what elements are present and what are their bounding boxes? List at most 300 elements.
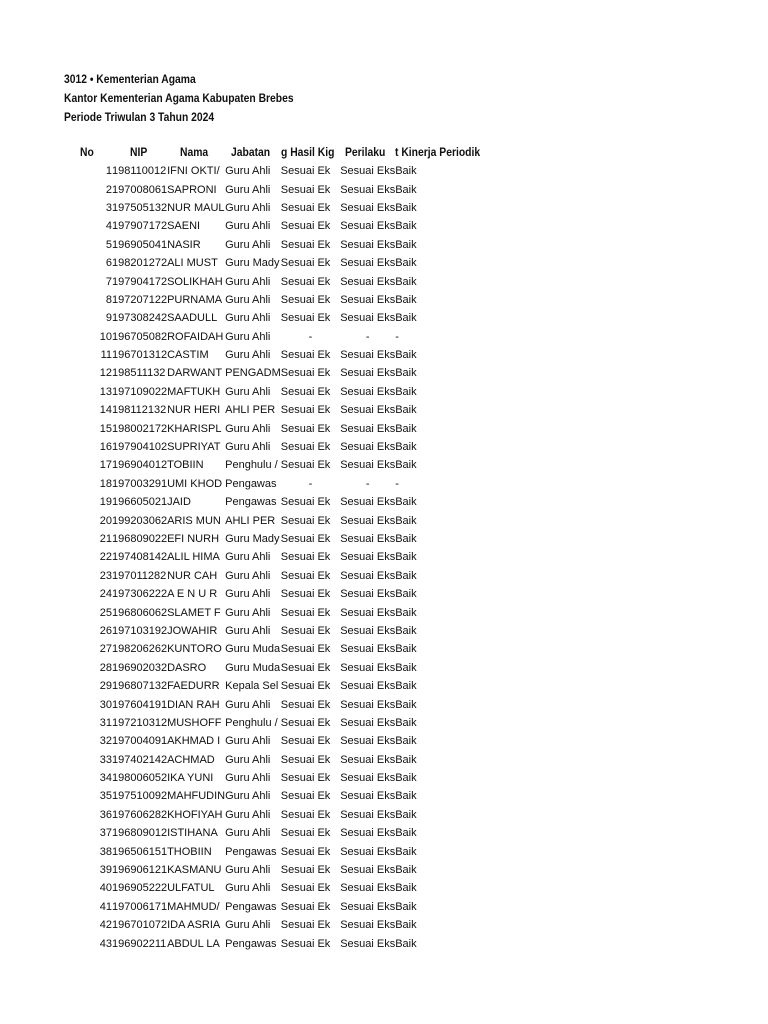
cell-nip: 196906121: [112, 864, 168, 877]
cell-predikat: -: [395, 330, 399, 343]
cell-hasil-kerja: Sesuai Ek: [280, 864, 331, 877]
cell-nama: MAHMUD/: [167, 900, 220, 913]
table-row: [64, 346, 495, 364]
cell-perilaku: Sesuai Eks: [340, 514, 396, 527]
cell-perilaku: Sesuai Eks: [340, 367, 396, 380]
cell-hasil-kerja: Sesuai Ek: [280, 220, 331, 233]
cell-nip: 198206262: [112, 643, 168, 656]
cell-jabatan: Guru Muda: [225, 643, 281, 656]
cell-jabatan: Guru Ahli: [225, 606, 271, 619]
cell-jabatan: Guru Ahli: [225, 753, 271, 766]
col-header-hasil-kerja: g Hasil Kig: [280, 147, 335, 159]
cell-nama: ARIS MUN: [167, 514, 221, 527]
cell-hasil-kerja: Sesuai Ek: [280, 661, 331, 674]
cell-nama: SUPRIYAT: [167, 441, 221, 454]
cell-no: 15: [99, 422, 112, 435]
cell-nip: 197907172: [112, 220, 168, 233]
cell-nip: 197003291: [112, 477, 168, 490]
cell-nama: DASRO: [167, 661, 207, 674]
cell-nama: AKHMAD I: [167, 735, 221, 748]
cell-jabatan: Guru Ahli: [225, 238, 271, 251]
cell-nama: JOWAHIR: [167, 624, 218, 637]
table-row: [64, 493, 495, 511]
cell-hasil-kerja: Sesuai Ek: [280, 441, 331, 454]
cell-nip: 198201272: [112, 257, 168, 270]
cell-hasil-kerja: Sesuai Ek: [280, 753, 331, 766]
cell-perilaku: -: [365, 477, 370, 490]
cell-no: 43: [99, 937, 112, 950]
table-body: [64, 162, 495, 953]
cell-perilaku: Sesuai Eks: [340, 753, 396, 766]
cell-no: 29: [99, 680, 112, 693]
cell-no: 23: [99, 569, 112, 582]
cell-jabatan: AHLI PER: [225, 514, 276, 527]
cell-nip: 198511132: [112, 367, 166, 380]
cell-predikat: Baik: [395, 293, 417, 306]
cell-nama: NASIR: [167, 238, 201, 251]
cell-no: 5: [105, 238, 112, 251]
col-header-predikat: t Kinerja Periodik: [395, 147, 481, 159]
cell-hasil-kerja: -: [308, 330, 313, 343]
cell-nama: SAADULL: [167, 312, 218, 325]
cell-jabatan: Guru Ahli: [225, 349, 271, 362]
cell-jabatan: Guru Ahli: [225, 330, 271, 343]
cell-nip: 196905222: [112, 882, 168, 895]
cell-nama: A E N U R: [167, 588, 218, 601]
performance-table: [64, 145, 495, 953]
cell-no: 17: [99, 459, 112, 472]
cell-no: 25: [99, 606, 112, 619]
cell-nama: IDA ASRIA: [167, 919, 221, 932]
table-row: [64, 824, 495, 842]
cell-perilaku: Sesuai Eks: [340, 238, 396, 251]
cell-nip: 197306222: [112, 588, 168, 601]
cell-predikat: Baik: [395, 882, 417, 895]
cell-nip: 197308242: [112, 312, 168, 325]
cell-predikat: Baik: [395, 201, 417, 214]
cell-nip: 196506151: [112, 845, 168, 858]
cell-nip: 197103192: [112, 624, 168, 637]
cell-nip: 198110012: [112, 165, 167, 178]
cell-nip: 196902211: [112, 937, 167, 950]
table-row: [64, 842, 495, 860]
cell-perilaku: Sesuai Eks: [340, 790, 396, 803]
cell-nama: SLAMET F: [167, 606, 221, 619]
cell-nip: 198002172: [112, 422, 168, 435]
cell-jabatan: Guru Ahli: [225, 422, 271, 435]
table-row: [64, 861, 495, 879]
cell-jabatan: Guru Ahli: [225, 165, 271, 178]
cell-perilaku: Sesuai Eks: [340, 165, 396, 178]
cell-perilaku: Sesuai Eks: [340, 312, 396, 325]
cell-nama: KUNTORO: [167, 643, 222, 656]
cell-nama: ACHMAD: [167, 753, 215, 766]
cell-predikat: Baik: [395, 312, 417, 325]
cell-perilaku: Sesuai Eks: [340, 716, 396, 729]
cell-nip: 197505132: [112, 201, 168, 214]
cell-no: 36: [99, 808, 112, 821]
cell-perilaku: Sesuai Eks: [340, 606, 396, 619]
cell-predikat: Baik: [395, 643, 417, 656]
col-header-nip: NIP: [129, 147, 148, 159]
cell-jabatan: Guru Ahli: [225, 735, 271, 748]
cell-hasil-kerja: Sesuai Ek: [280, 183, 331, 196]
cell-jabatan: Guru Ahli: [225, 201, 271, 214]
table-row: [64, 199, 495, 217]
cell-perilaku: Sesuai Eks: [340, 533, 396, 545]
cell-jabatan: Pengawas: [225, 937, 277, 950]
cell-perilaku: Sesuai Eks: [340, 624, 396, 637]
table-row: [64, 236, 495, 254]
cell-no: 27: [99, 643, 112, 656]
cell-nama: THOBIIN: [167, 845, 212, 858]
cell-predikat: Baik: [395, 165, 417, 178]
col-header-perilaku: Perilaku: [345, 147, 386, 159]
cell-perilaku: Sesuai Eks: [340, 349, 396, 362]
cell-predikat: Baik: [395, 698, 417, 711]
cell-predikat: Baik: [395, 459, 417, 472]
table-row: [64, 162, 495, 180]
cell-perilaku: Sesuai Eks: [340, 919, 396, 932]
table-row: [64, 898, 495, 916]
cell-predikat: Baik: [395, 735, 417, 748]
cell-nama: ISTIHANA: [167, 827, 218, 840]
cell-perilaku: Sesuai Eks: [340, 827, 396, 840]
cell-predikat: Baik: [395, 716, 417, 729]
cell-predikat: Baik: [395, 441, 417, 454]
cell-hasil-kerja: Sesuai Ek: [280, 496, 331, 509]
cell-perilaku: Sesuai Eks: [340, 496, 396, 509]
cell-predikat: Baik: [395, 827, 417, 840]
cell-perilaku: Sesuai Eks: [340, 293, 396, 306]
cell-predikat: Baik: [395, 864, 417, 877]
cell-hasil-kerja: Sesuai Ek: [280, 367, 331, 380]
cell-no: 37: [99, 827, 112, 840]
cell-predikat: Baik: [395, 919, 417, 932]
table-row: [64, 787, 495, 805]
table-row: [64, 659, 495, 677]
cell-predikat: -: [395, 477, 399, 490]
cell-jabatan: Guru Mady: [225, 533, 280, 545]
cell-no: 39: [99, 864, 112, 877]
cell-perilaku: Sesuai Eks: [340, 937, 396, 950]
col-header-jabatan: Jabatan: [231, 147, 271, 159]
cell-jabatan: Guru Ahli: [225, 312, 271, 325]
cell-hasil-kerja: Sesuai Ek: [280, 201, 331, 214]
cell-nama: DIAN RAH: [167, 698, 220, 711]
cell-hasil-kerja: Sesuai Ek: [280, 312, 331, 325]
cell-nip: 196905041: [112, 238, 168, 251]
cell-predikat: Baik: [395, 514, 417, 527]
cell-perilaku: Sesuai Eks: [340, 661, 396, 674]
table-row: [64, 309, 495, 327]
cell-hasil-kerja: Sesuai Ek: [280, 165, 331, 178]
cell-perilaku: Sesuai Eks: [340, 422, 396, 435]
cell-nama: JAID: [167, 496, 191, 509]
table-row: [64, 640, 495, 658]
cell-hasil-kerja: Sesuai Ek: [280, 569, 331, 582]
cell-nip: 196809022: [112, 533, 168, 545]
cell-jabatan: Guru Ahli: [225, 882, 271, 895]
cell-no: 3: [105, 201, 112, 214]
cell-no: 32: [99, 735, 112, 748]
cell-no: 16: [99, 441, 112, 454]
table-row: [64, 291, 495, 309]
cell-hasil-kerja: -: [308, 477, 313, 490]
cell-nip: 197402142: [112, 753, 168, 766]
cell-nip: 196904012: [112, 459, 168, 472]
cell-perilaku: Sesuai Eks: [340, 220, 396, 233]
cell-hasil-kerja: Sesuai Ek: [280, 735, 331, 748]
header-period-line: Periode Triwulan 3 Tahun 2024: [64, 110, 215, 124]
cell-nip: 196705082: [112, 330, 168, 343]
cell-predikat: Baik: [395, 900, 417, 913]
table-row: [64, 548, 495, 566]
cell-no: 4: [105, 220, 112, 233]
cell-nama: FAEDURR: [167, 680, 220, 693]
cell-perilaku: Sesuai Eks: [340, 900, 396, 913]
cell-jabatan: Guru Ahli: [225, 220, 271, 233]
cell-nama: SAENI: [167, 220, 201, 233]
cell-predikat: Baik: [395, 533, 417, 545]
table-row: [64, 254, 495, 272]
cell-hasil-kerja: Sesuai Ek: [280, 680, 331, 693]
cell-jabatan: Guru Ahli: [225, 385, 271, 398]
cell-perilaku: Sesuai Eks: [340, 385, 396, 398]
cell-no: 19: [99, 496, 112, 509]
cell-jabatan: Guru Ahli: [225, 790, 271, 803]
cell-predikat: Baik: [395, 937, 417, 950]
cell-no: 26: [99, 624, 112, 637]
cell-predikat: Baik: [395, 496, 417, 509]
cell-no: 12: [99, 367, 112, 380]
cell-perilaku: Sesuai Eks: [340, 864, 396, 877]
cell-hasil-kerja: Sesuai Ek: [280, 845, 331, 858]
cell-hasil-kerja: Sesuai Ek: [280, 551, 331, 564]
cell-nip: 196605021: [112, 496, 168, 509]
table-row: [64, 695, 495, 713]
cell-jabatan: Guru Ahli: [225, 551, 271, 564]
cell-predikat: Baik: [395, 551, 417, 564]
cell-perilaku: Sesuai Eks: [340, 772, 396, 785]
header-org-line: 3012 • Kementerian Agama: [64, 72, 196, 86]
cell-hasil-kerja: Sesuai Ek: [280, 404, 331, 417]
cell-jabatan: Guru Ahli: [225, 624, 271, 637]
table-row: [64, 751, 495, 769]
cell-nip: 197408142: [112, 551, 168, 564]
cell-predikat: Baik: [395, 367, 417, 380]
cell-hasil-kerja: Sesuai Ek: [280, 643, 331, 656]
cell-no: 22: [99, 551, 112, 564]
cell-no: 42: [99, 919, 112, 932]
cell-predikat: Baik: [395, 845, 417, 858]
cell-perilaku: -: [365, 330, 370, 343]
cell-predikat: Baik: [395, 624, 417, 637]
cell-nip: 196701312: [112, 349, 168, 362]
cell-predikat: Baik: [395, 569, 417, 582]
cell-nip: 197109022: [112, 385, 168, 398]
cell-hasil-kerja: Sesuai Ek: [280, 698, 331, 711]
table-row: [64, 272, 495, 290]
cell-jabatan: Guru Ahli: [225, 864, 271, 877]
cell-hasil-kerja: Sesuai Ek: [280, 293, 331, 306]
cell-no: 34: [99, 772, 112, 785]
document-header: [64, 72, 331, 129]
table-row: [64, 511, 495, 529]
cell-hasil-kerja: Sesuai Ek: [280, 919, 331, 932]
cell-nip: 197606282: [112, 808, 168, 821]
cell-predikat: Baik: [395, 257, 417, 270]
cell-jabatan: Guru Ahli: [225, 569, 271, 582]
cell-no: 14: [99, 404, 112, 417]
cell-nama: UMI KHOD: [167, 477, 223, 490]
cell-hasil-kerja: Sesuai Ek: [280, 900, 331, 913]
cell-no: 33: [99, 753, 112, 766]
cell-jabatan: Guru Ahli: [225, 183, 271, 196]
cell-no: 7: [105, 275, 112, 288]
table-row: [64, 364, 495, 382]
cell-jabatan: Guru Ahli: [225, 588, 271, 601]
cell-nip: 198006052: [112, 772, 168, 785]
cell-nama: MUSHOFF: [167, 716, 222, 729]
cell-predikat: Baik: [395, 790, 417, 803]
cell-perilaku: Sesuai Eks: [340, 588, 396, 601]
cell-jabatan: Guru Ahli: [225, 293, 271, 306]
cell-perilaku: Sesuai Eks: [340, 404, 396, 417]
table-row: [64, 419, 495, 437]
cell-nama: NUR HERI: [167, 404, 221, 417]
cell-nama: MAHFUDIN: [167, 790, 226, 803]
cell-hasil-kerja: Sesuai Ek: [280, 772, 331, 785]
cell-perilaku: Sesuai Eks: [340, 569, 396, 582]
cell-nip: 197210312: [112, 716, 168, 729]
cell-hasil-kerja: Sesuai Ek: [280, 808, 331, 821]
cell-perilaku: Sesuai Eks: [340, 698, 396, 711]
cell-predikat: Baik: [395, 404, 417, 417]
cell-hasil-kerja: Sesuai Ek: [280, 257, 331, 270]
cell-nip: 198112132: [112, 404, 167, 417]
cell-no: 6: [105, 257, 112, 270]
cell-nip: 197006171: [112, 900, 168, 913]
cell-perilaku: Sesuai Eks: [340, 459, 396, 472]
cell-hasil-kerja: Sesuai Ek: [280, 937, 331, 950]
cell-nip: 197004091: [112, 735, 168, 748]
cell-no: 21: [99, 533, 112, 545]
cell-predikat: Baik: [395, 808, 417, 821]
cell-predikat: Baik: [395, 772, 417, 785]
cell-hasil-kerja: Sesuai Ek: [280, 624, 331, 637]
cell-nip: 196809012: [112, 827, 168, 840]
cell-nip: 196902032: [112, 661, 168, 674]
cell-hasil-kerja: Sesuai Ek: [280, 422, 331, 435]
cell-nama: EFI NURH: [167, 533, 220, 545]
cell-jabatan: Penghulu /: [225, 716, 278, 729]
cell-hasil-kerja: Sesuai Ek: [280, 533, 331, 545]
cell-jabatan: Guru Ahli: [225, 441, 271, 454]
cell-no: 1: [105, 165, 112, 178]
cell-jabatan: Kepala Sel: [225, 680, 279, 693]
cell-predikat: Baik: [395, 606, 417, 619]
cell-no: 18: [99, 477, 112, 490]
cell-hasil-kerja: Sesuai Ek: [280, 238, 331, 251]
table-row: [64, 180, 495, 198]
cell-perilaku: Sesuai Eks: [340, 257, 396, 270]
cell-nama: IKA YUNI: [167, 772, 214, 785]
table-row: [64, 217, 495, 235]
cell-hasil-kerja: Sesuai Ek: [280, 588, 331, 601]
cell-no: 35: [99, 790, 112, 803]
cell-perilaku: Sesuai Eks: [340, 882, 396, 895]
table-row: [64, 732, 495, 750]
table-row: [64, 438, 495, 456]
cell-jabatan: Pengawas: [225, 845, 277, 858]
cell-no: 38: [99, 845, 112, 858]
cell-hasil-kerja: Sesuai Ek: [280, 827, 331, 840]
cell-nip: 197011282: [112, 569, 167, 582]
cell-jabatan: Pengawas: [225, 496, 277, 509]
cell-predikat: Baik: [395, 275, 417, 288]
cell-nip: 196806062: [112, 606, 168, 619]
cell-predikat: Baik: [395, 680, 417, 693]
cell-jabatan: Guru Ahli: [225, 827, 271, 840]
cell-nama: MAFTUKH: [167, 385, 221, 398]
cell-nama: DARWANT: [167, 367, 223, 380]
cell-nama: IFNI OKTI/: [167, 165, 220, 178]
table-row: [64, 879, 495, 897]
cell-nama: KHARISPL: [167, 422, 222, 435]
cell-hasil-kerja: Sesuai Ek: [280, 275, 331, 288]
cell-hasil-kerja: Sesuai Ek: [280, 349, 331, 362]
cell-jabatan: Pengawas: [225, 477, 277, 490]
col-header-nama: Nama: [180, 147, 209, 159]
cell-hasil-kerja: Sesuai Ek: [280, 385, 331, 398]
cell-no: 24: [99, 588, 112, 601]
cell-no: 31: [99, 716, 112, 729]
table-row: [64, 934, 495, 952]
table-row: [64, 567, 495, 585]
header-office-line: Kantor Kementerian Agama Kabupaten Brebes: [64, 91, 294, 105]
table-row: [64, 916, 495, 934]
cell-predikat: Baik: [395, 238, 417, 251]
cell-no: 40: [99, 882, 112, 895]
cell-nama: TOBIIN: [167, 459, 204, 472]
cell-predikat: Baik: [395, 661, 417, 674]
cell-nama: ULFATUL: [167, 882, 215, 895]
cell-nama: KHOFIYAH: [167, 808, 223, 821]
cell-perilaku: Sesuai Eks: [340, 643, 396, 656]
cell-hasil-kerja: Sesuai Ek: [280, 606, 331, 619]
cell-no: 41: [99, 900, 112, 913]
table-row: [64, 530, 495, 548]
table-row: [64, 769, 495, 787]
cell-perilaku: Sesuai Eks: [340, 275, 396, 288]
table-row: [64, 401, 495, 419]
table-header-row: [64, 145, 495, 162]
cell-no: 13: [99, 385, 112, 398]
cell-perilaku: Sesuai Eks: [340, 808, 396, 821]
cell-jabatan: Guru Ahli: [225, 275, 271, 288]
cell-nama: SAPRONI: [167, 183, 217, 196]
cell-perilaku: Sesuai Eks: [340, 680, 396, 693]
table-row: [64, 456, 495, 474]
cell-nama: SOLIKHAH: [167, 275, 223, 288]
cell-jabatan: Guru Ahli: [225, 808, 271, 821]
cell-jabatan: Guru Ahli: [225, 772, 271, 785]
cell-nama: ABDUL LA: [167, 937, 220, 950]
cell-no: 28: [99, 661, 112, 674]
cell-perilaku: Sesuai Eks: [340, 441, 396, 454]
cell-predikat: Baik: [395, 183, 417, 196]
